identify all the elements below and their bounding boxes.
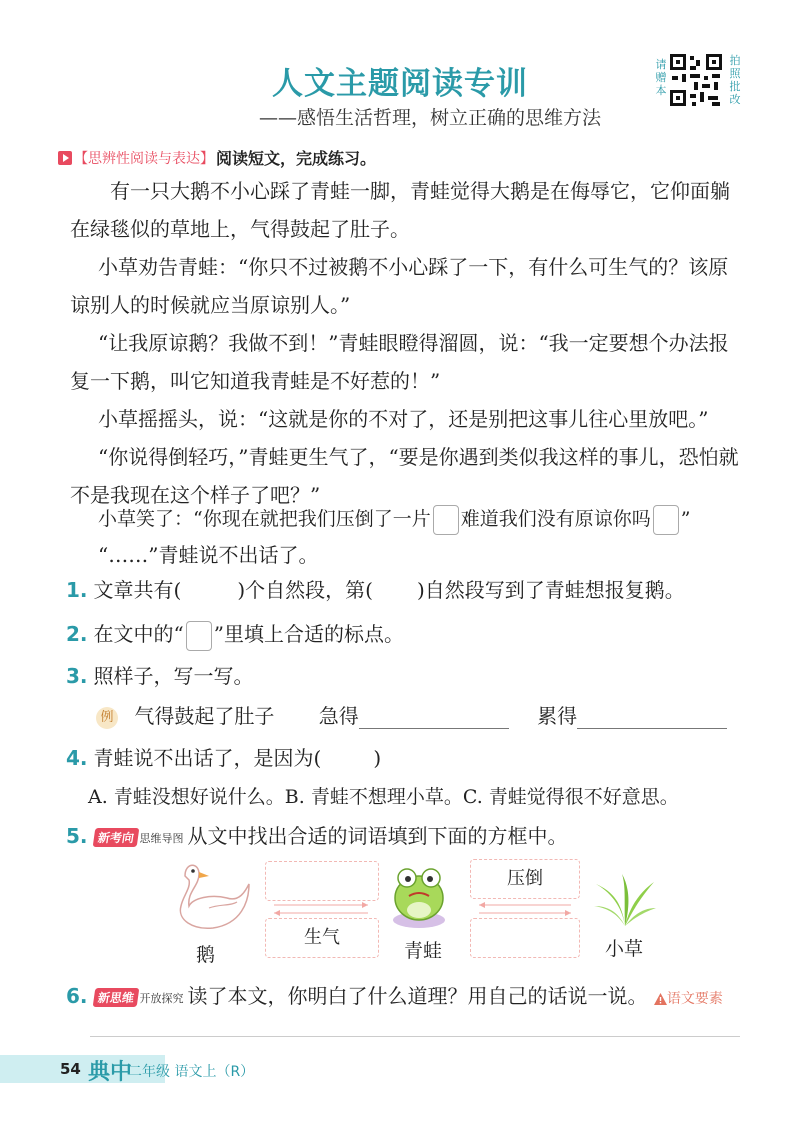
section-instruction: 阅读短文，完成练习。 [216,149,377,168]
answer-line [90,1036,740,1037]
question-4-text: 青蛙说不出话了，是因为( [93,746,322,770]
play-icon [58,151,72,165]
passage-paragraph-2: 小草劝告青蛙：“你只不过被鹅不小心踩了一下，有什么可生气的？该原谅别人的时候就应当原谅别人。” [70,255,729,317]
question-4-close: ) [373,746,382,770]
page-number: 54 [60,1060,81,1078]
paragraph-6-part-c: ” [680,508,691,530]
question-3-number: 3. [66,664,88,688]
passage-paragraph-5: “你说得倒轻巧，”青蛙更生气了，“要是你遇到类似我这样的事儿，恐怕就不是我现在这个样子了吧？” [70,445,739,507]
language-element-label: 语文要素 [666,991,723,1007]
question-1-text-b: )个自然段，第( [237,578,373,602]
grass-icon [592,872,658,928]
passage-paragraph-3: “让我原谅鹅？我做不到！”青蛙眼瞪得溜圆，说：“我一定要想个办法报复一下鹅，叫它知道我青蛙是不好惹的！” [70,331,729,393]
passage-paragraph-1: 有一只大鹅不小心踩了青蛙一脚，青蛙觉得大鹅是在侮辱它，它仰面躺在绿毯似的草地上，气得鼓起了肚子。 [70,179,730,241]
question-5 [66,820,568,849]
page-title: 人文主题阅读专训 [272,66,528,102]
question-3-answer-2[interactable] [577,706,727,729]
question-1 [66,574,685,603]
example-sample: 气得鼓起了肚子 [134,704,275,728]
brand-logo: 典中 [88,1060,133,1085]
punctuation-blank-1[interactable] [433,505,459,535]
question-3-word-2: 累得 [537,704,578,728]
page-subtitle: ——感悟生活哲理，树立正确的思维方法 [258,107,601,129]
arrows-left-icon [268,900,374,918]
question-3-example-row [96,700,727,729]
question-2 [66,618,404,651]
mindmap-box-bottom-right[interactable] [470,918,580,958]
paragraph-6-part-b: 难道我们没有原谅你吗 [460,508,651,530]
frog-icon [385,858,453,934]
qr-caption-left: 请赠本 [655,58,667,97]
question-5-number: 5. [66,824,88,848]
grass-label: 小草 [605,938,644,960]
warning-triangle-icon [654,993,667,1005]
question-2-number: 2. [66,622,88,646]
question-2-text-b: ”里填上合适的标点。 [213,622,404,646]
open-exploration-badge: 开放探究 [139,991,184,1005]
section-heading [58,146,376,169]
question-3 [66,660,254,689]
question-4 [66,742,381,771]
qr-code-icon[interactable] [668,52,724,108]
section-tag: 【思辨性阅读与表达】 [74,150,214,167]
question-4-number: 4. [66,746,88,770]
mindmap-box-top-right[interactable]: 压倒 [470,859,580,899]
question-3-answer-1[interactable] [359,706,509,729]
new-trend-badge: 新考向 [92,828,139,847]
mindmap-box-top-left[interactable] [265,861,379,901]
qr-caption-right: 拍照批改 [729,54,741,106]
new-thinking-badge: 新思维 [92,988,139,1007]
question-5-text: 从文中找出合适的词语填到下面的方框中。 [187,824,568,848]
passage-paragraph-7: “……”青蛙说不出话了。 [98,543,319,567]
example-badge: 例 [96,707,118,729]
passage-paragraph-6 [98,500,758,538]
question-4-options: A. 青蛙没想好说什么。B. 青蛙不想理小草。C. 青蛙觉得很不好意思。 [88,786,679,808]
question-1-text-c: )自然段写到了青蛙想报复鹅。 [416,578,685,602]
question-2-text-a: 在文中的“ [93,622,184,646]
question-6-text: 读了本文，你明白了什么道理？用自己的话说一说。 [187,984,648,1008]
grade-label: 二年级 语文上（R） [128,1064,255,1080]
language-element-note [654,991,723,1007]
question-3-word-1: 急得 [318,704,359,728]
question-1-text-a: 文章共有( [93,578,182,602]
goose-label: 鹅 [196,944,216,966]
frog-label: 青蛙 [404,940,443,962]
paragraph-6-part-a: 小草笑了：“你现在就把我们压倒了一片 [98,508,431,530]
question-2-box-icon [186,621,212,651]
question-6-number: 6. [66,984,88,1008]
arrows-right-icon [473,900,577,918]
goose-icon [165,858,255,938]
question-1-number: 1. [66,578,88,602]
mindmap-badge: 思维导图 [139,831,184,845]
punctuation-blank-2[interactable] [653,505,679,535]
question-3-text: 照样子，写一写。 [93,664,254,688]
mindmap-box-bottom-left[interactable]: 生气 [265,918,379,958]
passage-paragraph-4: 小草摇摇头，说：“这就是你的不对了，还是别把这事儿往心里放吧。” [98,407,709,431]
question-6 [66,980,723,1009]
